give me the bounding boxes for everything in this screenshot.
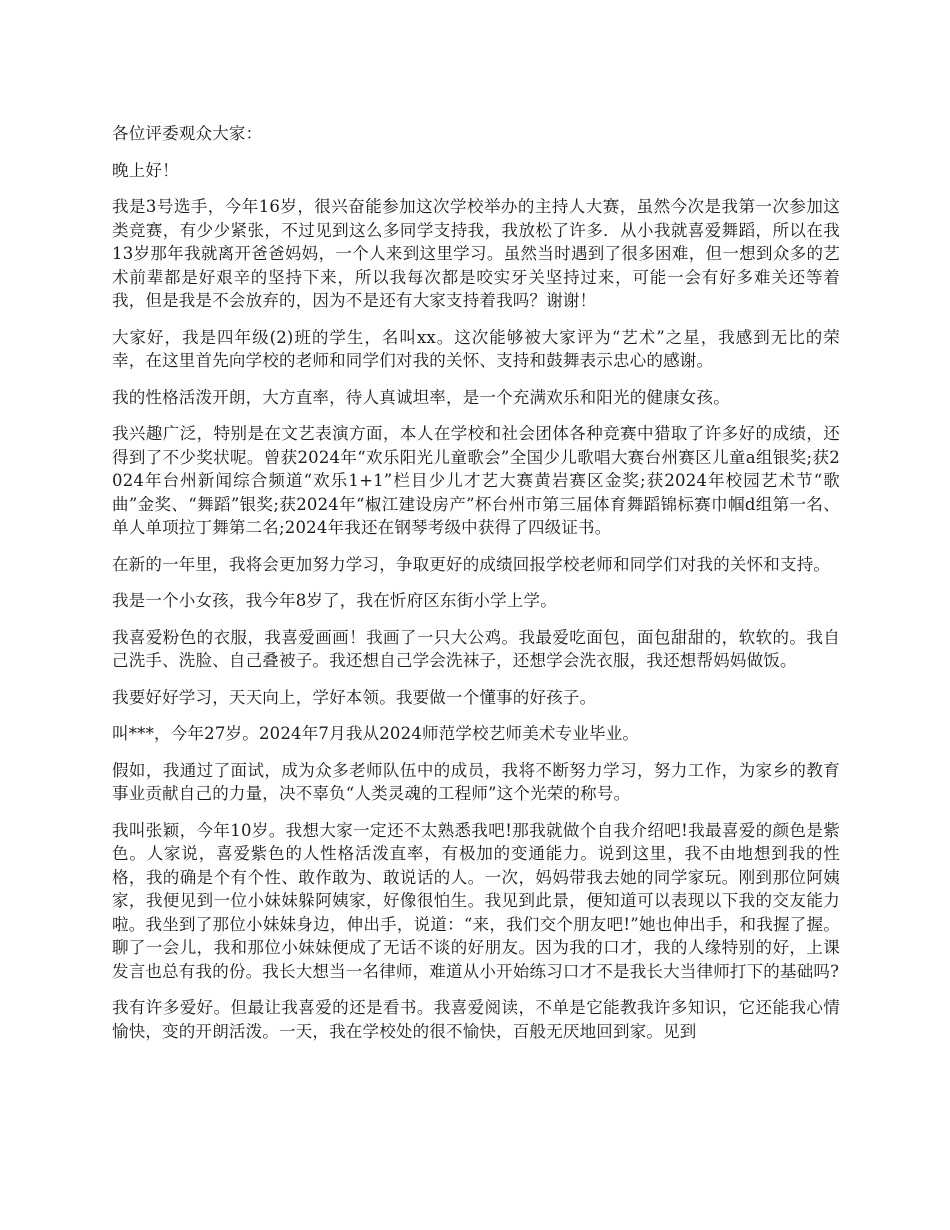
paragraph-personality: 我的性格活泼开朗，大方直率，待人真诚坦率，是一个充满欢乐和阳光的健康女孩。 (112, 387, 730, 407)
paragraph-new-year: 在新的一年里，我将会更加努力学习，争取更好的成绩回报学校老师和同学们对我的关怀和支持。 (112, 554, 831, 574)
paragraph-art-star-intro: 大家好，我是四年级(2)班的学生，名叫xx。这次能够被大家评为“艺术”之星，我感到无比的荣幸，在这里首先向学校的老师和同学们对我的关怀、支持和鼓舞表示忠心的感谢。 (112, 327, 840, 370)
paragraph-teacher-goal: 假如，我通过了面试，成为众多老师队伍中的成员，我将不断努力学习，努力工作，为家乡的教育事业贡献自己的力量，决不辜负“人类灵魂的工程师”这个光荣的称号。 (112, 760, 840, 803)
paragraph-host-contestant: 我是3号选手，今年16岁，很兴奋能参加这次学校举办的主持人大赛，虽然今次是我第一次参加这类竞赛，有少少紧张，不过见到这么多同学支持我，我放松了许多．从小我就喜爱舞蹈，所以在我13岁那年我就离开爸爸妈妈，一个人来到这里学习。虽然当时遇到了很多困难，但一想到众多的艺术前辈都是好艰辛的坚持下来，所以我每次都是咬实牙关坚持过来，可能一会有好多难关还等着我，但是我是不会放弃的，因为不是还有大家支持着我吗？谢谢！ (112, 197, 840, 310)
paragraph-zhang-ying: 我叫张颖，今年10岁。我想大家一定还不太熟悉我吧!那我就做个自我介绍吧!我最喜爱的颜色是紫色。人家说，喜爱紫色的人性格活泼直率，有极加的变通能力。说到这里，我不由地想到我的性格，我的确是个有个性、敢作敢为、敢说话的人。一次，妈妈带我去她的同学家玩。刚到那位阿姨家，我便见到一位小妹妹躲阿姨家，好像很怕生。我见到此景，便知道可以表现以下我的交友能力啦。我坐到了那位小妹妹身边，伸出手，说道：“来，我们交个朋友吧!”她也伸出手，和我握了握。聊了一会儿，我和那位小妹妹便成了无话不谈的好朋友。因为我的口才，我的人缘特别的好，上课发言也总有我的份。我长大想当一名律师，难道从小开始练习口才不是我长大当律师打下的基础吗? (112, 820, 840, 981)
greeting-line: 晚上好！ (112, 160, 179, 180)
paragraph-graduate: 叫***，今年27岁。2024年7月我从2024师范学校艺师美术专业毕业。 (112, 724, 640, 743)
paragraph-study-well: 我要好好学习，天天向上，学好本领。我要做一个懂事的好孩子。 (112, 687, 597, 707)
paragraph-little-girl: 我是一个小女孩，我今年8岁了，我在忻府区东街小学上学。 (112, 591, 557, 610)
paragraph-likes: 我喜爱粉色的衣服，我喜爱画画！我画了一只大公鸡。我最爱吃面包，面包甜甜的，软软的。我自己洗手、洗脸、自己叠被子。我还想自己学会洗袜子，还想学会洗衣服，我还想帮妈妈做饭。 (112, 627, 840, 670)
document-body (112, 122, 840, 1056)
paragraph-hobbies: 我有许多爱好。但最让我喜爱的还是看书。我喜爱阅读，不单是它能教我许多知识，它还能我心情愉快，变的开朗活泼。一天，我在学校处的很不愉快，百般无厌地回到家。见到 (112, 998, 840, 1041)
greeting-heading: 各位评委观众大家： (112, 124, 263, 143)
paragraph-awards: 我兴趣广泛，特别是在文艺表演方面，本人在学校和社会团体各种竞赛中猎取了许多好的成绩，还得到了不少奖状呢。曾获2024年“欢乐阳光儿童歌会”全国少儿歌唱大赛台州赛区儿童a组银奖;获2024年台州新闻综合频道“欢乐1+1”栏目少儿才艺大赛黄岩赛区金奖;获2024年校园艺术节“歌曲”金奖、“舞蹈”银奖;获2024年“椒江建设房产”杯台州市第三届体育舞蹈锦标赛巾帼d组第一名、单人单项拉丁舞第二名;2024年我还在钢琴考级中获得了四级证书。 (112, 424, 840, 537)
